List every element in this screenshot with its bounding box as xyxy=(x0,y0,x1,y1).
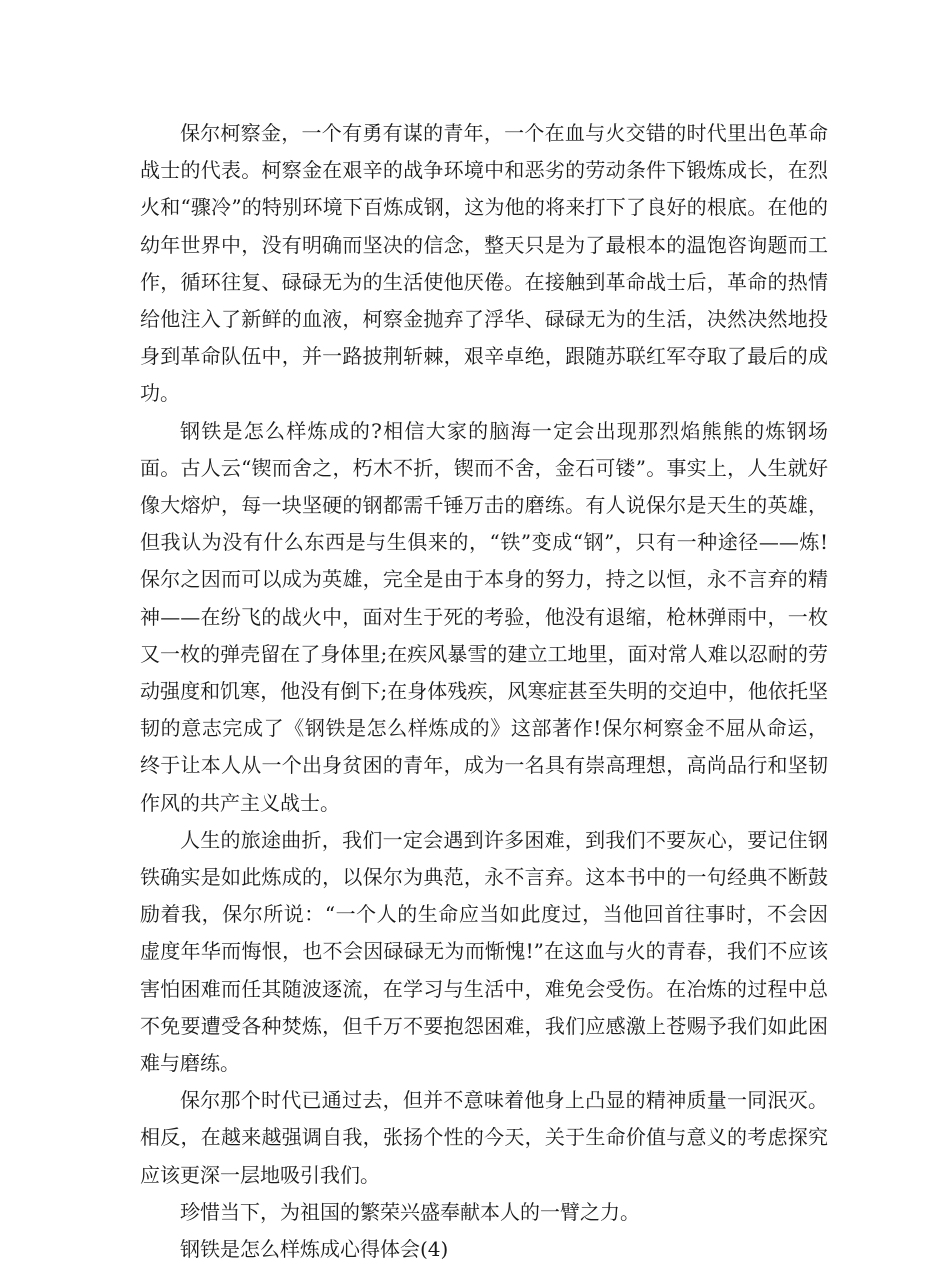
paragraph-1: 保尔柯察金，一个有勇有谋的青年，一个在血与火交错的时代里出色革命战士的代表。柯察金在艰辛的战争环境中和恶劣的劳动条件下锻炼成长，在烈火和“骤冷”的特别环境下百炼成钢，这为他的将来打下了良好的根底。在他的幼年世界中，没有明确而坚决的信念，整天只是为了最根本的温饱咨询题而工作，循环往复、碌碌无为的生活使他厌倦。在接触到革命战士后，革命的热情给他注入了新鲜的血液，柯察金抛弃了浮华、碌碌无为的生活，决然决然地投身到革命队伍中，并一路披荆斩棘，艰辛卓绝，跟随苏联红军夺取了最后的成功。 xyxy=(140,121,828,406)
paragraph-5: 珍惜当下，为祖国的繁荣兴盛奉献本人的一臂之力。 xyxy=(180,1199,640,1224)
section-heading: 钢铁是怎么样炼成心得体会(4) xyxy=(180,1237,449,1262)
document-body xyxy=(140,115,828,1268)
paragraph-3: 人生的旅途曲折，我们一定会遇到许多困难，到我们不要灰心，要记住钢铁确实是如此炼成的，以保尔为典范，永不言弃。这本书中的一句经典不断鼓励着我，保尔所说：“一个人的生命应当如此度过，当他回首往事时，不会因虚度年华而悔恨，也不会因碌碌无为而惭愧!”在这血与火的青春，我们不应该害怕困难而任其随波逐流，在学习与生活中，难免会受伤。在冶炼的过程中总不免要遭受各种焚炼，但千万不要抱怨困难，我们应感激上苍赐予我们如此困难与磨练。 xyxy=(140,827,828,1076)
paragraph-4: 保尔那个时代已通过去，但并不意味着他身上凸显的精神质量一同泯灭。相反，在越来越强调自我，张扬个性的今天，关于生命价值与意义的考虑探究应该更深一层地吸引我们。 xyxy=(140,1088,828,1187)
paragraph-2: 钢铁是怎么样炼成的?相信大家的脑海一定会出现那烈焰熊熊的炼钢场面。古人云“锲而舍之，朽木不折，锲而不舍，金石可镂”。事实上，人生就好像大熔炉，每一块坚硬的钢都需千锤万击的磨练。有人说保尔是天生的英雄，但我认为没有什么东西是与生俱来的，“铁”变成“钢”，只有一种途径——炼!保尔之因而可以成为英雄，完全是由于本身的努力，持之以恒，永不言弃的精神——在纷飞的战火中，面对生于死的考验，他没有退缩，枪林弹雨中，一枚又一枚的弹壳留在了身体里;在疾风暴雪的建立工地里，面对常人难以忍耐的劳动强度和饥寒，他没有倒下;在身体残疾，风寒症甚至失明的交迫中，他依托坚韧的意志完成了《钢铁是怎么样炼成的》这部著作!保尔柯察金不屈从命运，终于让本人从一个出身贫困的青年，成为一名具有崇高理想，高尚品行和坚韧作风的共产主义战士。 xyxy=(140,418,828,815)
